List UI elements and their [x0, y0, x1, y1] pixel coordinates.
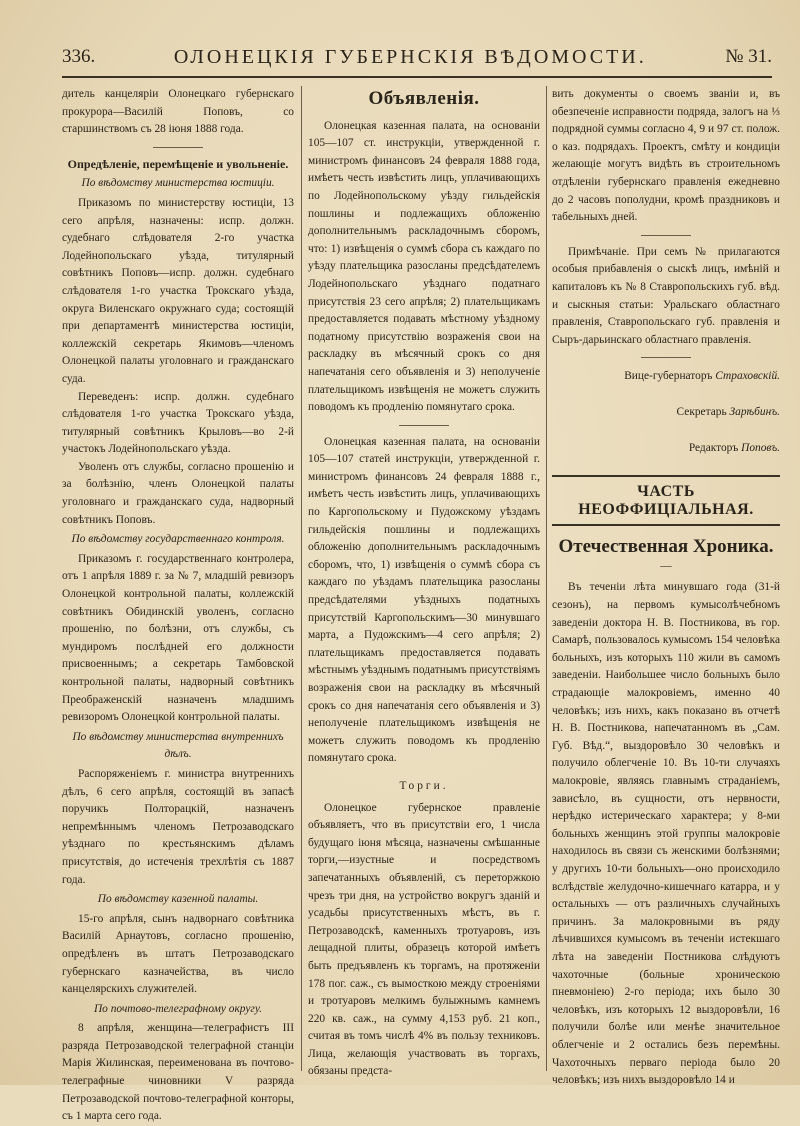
divider — [153, 147, 203, 148]
subheading: По вѣдомству государственнаго контроля. — [71, 533, 285, 546]
paragraph: Въ теченіи лѣта минувшаго года (31-й сезонъ), на первомъ кумысолѣчебномъ заведеніи доктора Н. В. Постникова, въ гор. Самарѣ, пользовалось кумысомъ 154 человѣка больныхъ, изъ которыхъ 110 жили въ самомъ заведеніи. Наибольшее число больныхъ было страдающіе малокровіемъ, именно 40 человѣкъ; изъ нихъ, какъ показано въ отчетѣ Н. В. Постникова, напечатанномъ въ „Сам. Губ. Вѣд.“, выздоровѣло 30 человѣкъ и получило облегченіе 10. Въ 10-ти случаяхъ малокровіе, являясь главнымъ страданіемъ, зависѣло, въ сущности, отъ нервности, нерѣдко истерическаго характера; у 8-ми больныхъ женщинъ этой группы малокровіе находилось въ связи съ женскими болѣзнями; у другихъ 10-ти больныхъ—оно происходило вслѣдствіе желудочно-кишечнаго катарра, и у остальныхъ — отъ различныхъ случайныхъ причинъ. За малокровными въ ряду лѣчившихся кумысомъ въ теченіи истекшаго лѣта на заведеніи Постникова слѣдуютъ чахоточные (больные хроническою пневмоніею) 2-го періода; ихъ было 30 человѣкъ, изъ которыхъ 12 выздоровѣли, 16 получили болѣе или менѣе значительное облегченіе и 2 остались безъ перемѣны. Чахоточныхъ перваго періода было 20 человѣкъ; изъ нихъ выздоровѣло 14 и — [552, 581, 780, 1087]
signature-role: Вице-губернаторъ — [624, 370, 713, 383]
divider — [399, 425, 449, 426]
unofficial-section-heading: ЧАСТЬ НЕОФФИЦІАЛЬНАЯ. — [552, 475, 780, 526]
paragraph: Олонецкое губернское правленіе объявляетъ, что въ присутствіи его, 1 числа будущаго іюня мѣсяца, назначены смѣшанные торги,—изустные и посредствомъ запечатанныхъ объявленій, съ переторжкою чрезъ три дня, на устройство вокругъ зданій и усадьбы присутственныхъ мѣстъ, въ г. Петрозаводскѣ, каменныхъ тротуаровъ, изъ лещадной плиты, образецъ которой имѣетъ быть предъявленъ къ торгамъ, на протяженіи 178 пог. саж., съ вымосткою между строеніями и тротуаровъ мелкимъ булыжнымъ камнемъ 220 кв. саж., на сумму 4,153 руб. 21 коп., считая въ томъ числѣ 4% въ пользу техниковъ. Лица, желающія участвовать въ торгахъ, обязаны предста- — [308, 801, 540, 1078]
divider — [641, 235, 691, 236]
announcements-heading: Объявленія. — [368, 88, 480, 109]
column-2 — [308, 86, 540, 1076]
paragraph: Приказомъ г. государственнаго контролера, отъ 1 апрѣля 1889 г. за № 7, младшій ревизоръ Олонецкой контрольной палаты, коллежскій совѣтникъ Обидинскій уволенъ, согласно прошенію, по болѣзни, отъ службы, съ мундиромъ послѣдней его должности присвоеннымъ; а секретарь Тамбовской контрольной палаты, надворный совѣтникъ Преображенскій назначенъ младшимъ ревизоромъ Олонецкой контрольной палаты. — [62, 552, 294, 724]
column-3 — [552, 86, 780, 1087]
newspaper-title: ОЛОНЕЦКІЯ ГУБЕРНСКІЯ ВѢДОМОСТИ. — [173, 45, 647, 68]
dash-ornament: — — [660, 559, 672, 572]
signature-name: Зарѣбинъ. — [729, 405, 780, 418]
torgi-heading: Торги. — [399, 779, 449, 792]
subheading: По вѣдомству министерства юстиціи. — [81, 177, 275, 190]
column-divider — [301, 86, 302, 1071]
paragraph: 8 апрѣля, женщина—телеграфистъ III разряда Петрозаводской телеграфной станціи Марія Жилинская, переименована въ почтово-телеграфные чиновники V разряда Петрозаводской почтово-телеграфной конторы, съ 1 марта сего года. — [62, 1022, 294, 1123]
subheading: По почтово-телеграфному округу. — [93, 1002, 263, 1015]
paragraph: дитель канцеляріи Олонецкаго губернскаго прокурора—Василій Поповъ, со старшинствомъ съ 28 іюня 1888 года. — [62, 88, 294, 136]
issue-number: № 31. — [725, 46, 772, 67]
paragraph: вить документы о своемъ званіи и, въ обезпеченіе исправности подряда, залогъ на ⅓ подрядной суммы согласно 4, 9 и 97 ст. полож. о каз. подрядахъ. Проектъ, смѣту и кондиціи желающіе могутъ видѣть въ строительномъ отдѣленіи губернскаго правленія ежедневно до 2 часовъ пополудни, кромѣ праздниковъ и табельныхъ дней. — [552, 88, 780, 224]
paragraph: Приказомъ по министерству юстиціи, 13 сего апрѣля, назначены: испр. должн. судебнаго слѣдователя 2-го участка Лодейнопольскаго уѣзда, титулярный совѣтникъ Поповъ—испр. должн. судебнаго слѣдователя 1-го участка Трокскаго уѣзда, округа Виленскаго окружнаго суда; состоящій при департаментѣ министерства юстиціи, коллежскій секретарь Якимовъ—членомъ Олонецкой палаты уголовнаго и гражданскаго суда. — [62, 196, 294, 385]
signature-vice-governor — [552, 368, 780, 386]
paragraph: Распоряженіемъ г. министра внутреннихъ дѣлъ, 6 сего апрѣля, состоящій въ запасѣ поручикъ Полторацкій, назначенъ непремѣннымъ членомъ Петрозаводскаго уѣзднаго по крестьянскимъ дѣламъ присутствія, до истеченія трехлѣтія съ 1887 года. — [62, 767, 294, 886]
note-paragraph: Примѣчаніе. При семъ № прилагаются особыя прибавленія о сыскѣ лицъ, имѣній и капиталовъ къ № 8 Ставропольскихъ губ. вѣд. и сыскныя статьи: Уральскаго областнаго правленія, Ставропольскаго губ. правленія и Сыръ-дарьинскаго областнаго правленія. — [552, 245, 780, 346]
header-rule — [62, 76, 772, 78]
page-number: 336. — [62, 46, 96, 67]
paragraph: Олонецкая казенная палата, на основаніи 105—107 статей инструкціи, утвержденной г. министромъ финансовъ 24 февраля 1888 г., имѣетъ честь извѣстить лицъ, уплачивающихъ по Каргопольскому и Пудожскому уѣздамъ гильдейскія пошлины и подлежащихъ обложенію дополнительнымъ раскладочнымъ сборомъ, что, 1) извѣщенія о суммѣ сбора съ каждаго по уѣздамъ плательщика разосланы предсѣдателями уѣздныхъ податныхъ присутствій Каргопольскимъ—30 минувшаго марта, а Пудожскимъ—4 сего апрѣля; 2) плательщикамъ предоставляется подавать мѣстнымъ уѣзднымъ податнымъ присутствіямъ возраженія свои на раскладку въ мѣсячный срокъ со дня напечатанія сего объявленія и 3) неполученіе плательщикомъ извѣщенія не можетъ служить поводомъ къ продленію помянутаго срока. — [308, 435, 540, 765]
paragraph: 15-го апрѣля, сынъ надворнаго совѣтника Василій Арнаутовъ, согласно прошенію, опредѣленъ въ штатъ Петрозаводскаго губернскаго казначейства, въ число канцелярскихъ служителей. — [62, 912, 294, 996]
signature-name: Страховскій. — [715, 370, 780, 383]
signature-role: Секретарь — [676, 405, 727, 418]
paragraph: Олонецкая казенная палата, на основаніи 105—107 ст. инструкціи, утвержденной г. министромъ финансовъ 24 февраля 1888 года, имѣетъ честь извѣстить лицъ, уплачивающихъ по Лодейнопольскому уѣзду гильдейскія пошлины и подлежащихъ обложенію дополнительнымъ раскладочнымъ сборомъ, что: 1) извѣщенія о суммѣ сбора съ каждаго по уѣзду плательщика разосланы предсѣдателемъ Лодейнопольскаго уѣзднаго податнаго присутствія 23 сего апрѣля; 2) плательщикамъ предоставляется подавать мѣстному уѣздному податному присутствію возраженія свои на раскладку въ мѣсячный срокъ со дня напечатанія сего объявленія и 3) неполученіе плательщикомъ извѣщенія не можетъ служить поводомъ къ продленію помянутаго срока. — [308, 119, 540, 414]
column-1 — [62, 86, 294, 1123]
masthead — [62, 42, 772, 72]
column-divider — [546, 86, 547, 1071]
subheading: По вѣдомству министерства внутреннихъ дѣлъ. — [72, 730, 284, 761]
signature-editor — [552, 440, 780, 458]
subheading: По вѣдомству казенной палаты. — [97, 893, 259, 906]
divider — [641, 357, 691, 358]
paragraph: Уволенъ отъ службы, согласно прошенію и за болѣзнію, членъ Олонецкой палаты уголовнаго и гражданскаго суда, надворный совѣтникъ Поповъ. — [62, 460, 294, 526]
signature-role: Редакторъ — [688, 441, 739, 454]
signature-secretary — [552, 404, 780, 422]
section-heading: Опредѣленіе, перемѣщеніе и увольненіе. — [67, 156, 289, 171]
chronicle-heading: Отечественная Хроника. — [558, 536, 774, 558]
paragraph: Переведенъ: испр. должн. судебнаго слѣдователя 1-го участка Трокскаго уѣзда, титулярный совѣтникъ Крыловъ—во 2-й участокъ Лодейнопольскаго уѣзда. — [62, 390, 294, 456]
signature-name: Поповъ. — [741, 441, 780, 454]
